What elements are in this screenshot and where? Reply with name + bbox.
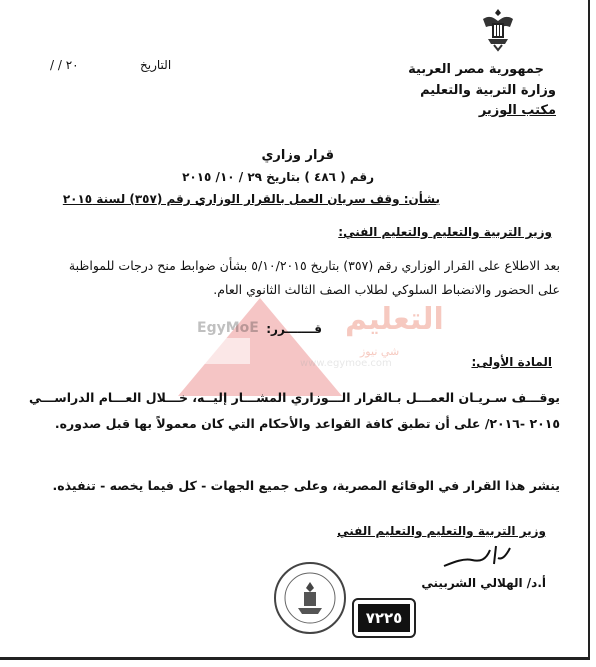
right-watermark-sub: شي نيوز — [360, 345, 400, 358]
publish-line: ينشر هذا القرار في الوقائع المصرية، وعلى جميع الجهات - كل فيما يخصه - تنفيذه. — [52, 478, 560, 493]
date-label: التاريخ — [140, 58, 172, 72]
right-watermark-text: التعليم — [345, 302, 444, 337]
left-watermark-text: EgyMoE — [197, 320, 259, 336]
stamp-number: ٧٢٢٥ — [358, 604, 410, 632]
signer-name: أ.د/ الهلالي الشربيني — [421, 576, 546, 590]
article-1-line-1: يوقـــف سـريـان العمـــل بـالقرار الـــوزاري المشـــار إليــه، خـــلال العـــام الدراســـي — [28, 390, 560, 405]
number-stamp — [352, 598, 416, 638]
ministry-name: وزارة التربية والتعليم — [420, 83, 556, 98]
handwritten-signature-icon — [440, 540, 520, 572]
decision-title: قرار وزاري — [261, 148, 334, 163]
office-name: مكتب الوزير — [478, 103, 556, 118]
watermark-url: www.egymoe.com — [300, 358, 392, 369]
preamble-line-1: بعد الاطلاع على القرار الوزاري رقم (٣٥٧) بتاريخ ٥/١٠/٢٠١٥ بشأن ضوابط منح درجات للمواظبة — [68, 258, 560, 273]
logo-watermark-icon — [170, 292, 350, 402]
signature-title: وزير التربية والتعليم والتعليم الفني — [337, 524, 546, 538]
decides-label: قـــــــرر: — [266, 322, 322, 336]
official-stamp-icon — [272, 560, 348, 636]
preamble-line-2: على الحضور والانضباط السلوكي لطلاب الصف الثالث الثانوي العام. — [213, 282, 560, 297]
decision-number: رقم ( ٤٨٦ ) بتاريخ ٢٩ / ١٠/ ٢٠١٥ — [182, 170, 374, 184]
eagle-emblem-icon — [477, 5, 519, 53]
article-1-line-2: ٢٠١٥ -٢٠١٦/ على أن تطبق كافة القواعد والأحكام التي كان معمولاً بها قبل صدوره. — [54, 416, 560, 431]
republic-name: جمهورية مصر العربية — [408, 62, 544, 77]
minister-title: وزير التربية والتعليم والتعليم الفني: — [338, 225, 552, 239]
date-value: / / ٢٠ — [50, 58, 79, 72]
decision-subject: بشأن: وقف سريان العمل بالقرار الوزاري رقم (٣٥٧) لسنة ٢٠١٥ — [62, 192, 440, 206]
article-1-title: المادة الأولى: — [471, 355, 552, 369]
